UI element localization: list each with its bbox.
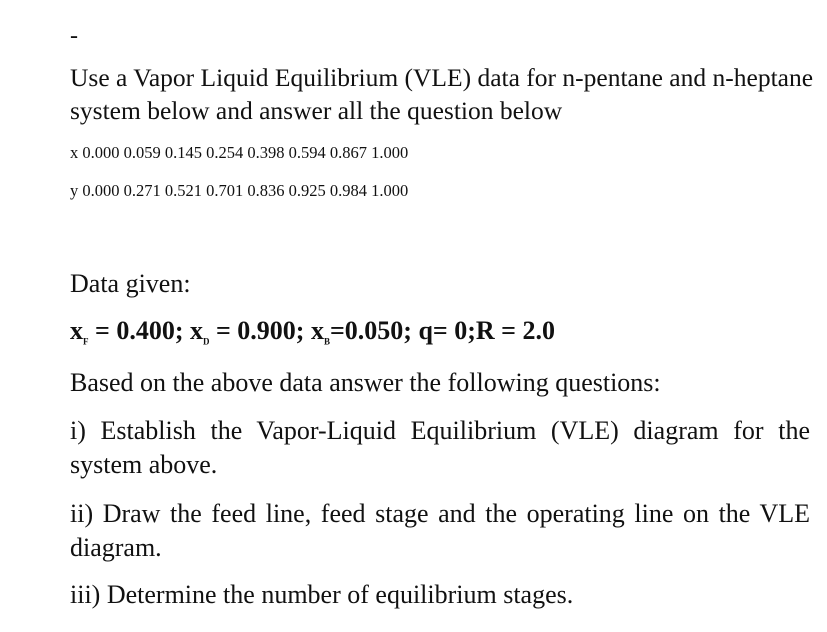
- vle-y-row: y 0.000 0.271 0.521 0.701 0.836 0.925 0.984 1.000: [70, 181, 409, 200]
- question-3: iii) Determine the number of equilibrium stages.: [70, 580, 574, 609]
- xf-subscript: F: [83, 336, 89, 347]
- xb-subscript: B: [323, 336, 330, 347]
- intro-paragraph: Use a Vapor Liquid Equilibrium (VLE) data for n-pentane and n-heptane system below and answer all the question below: [70, 63, 814, 125]
- xf-value: = 0.400;: [88, 316, 190, 345]
- question-2: ii) Draw the feed line, feed stage and the operating line on the VLE diagram.: [70, 499, 810, 562]
- xd-subscript: D: [202, 336, 210, 347]
- question-1: i) Establish the Vapor-Liquid Equilibrium (VLE) diagram for the system above.: [70, 416, 810, 479]
- xb-symbol: x: [310, 316, 324, 345]
- xf-symbol: x: [70, 316, 83, 345]
- data-given-heading: Data given:: [70, 269, 191, 298]
- instructions-line: Based on the above data answer the following questions:: [70, 368, 661, 397]
- xd-value: = 0.900;: [209, 316, 311, 345]
- vle-x-row: x 0.000 0.059 0.145 0.254 0.398 0.594 0.867 1.000: [70, 143, 409, 162]
- xb-value: =0.050; q= 0;R = 2.0: [329, 316, 555, 345]
- given-values: [70, 314, 555, 358]
- dash-mark: -: [70, 23, 78, 49]
- xd-symbol: x: [189, 316, 203, 345]
